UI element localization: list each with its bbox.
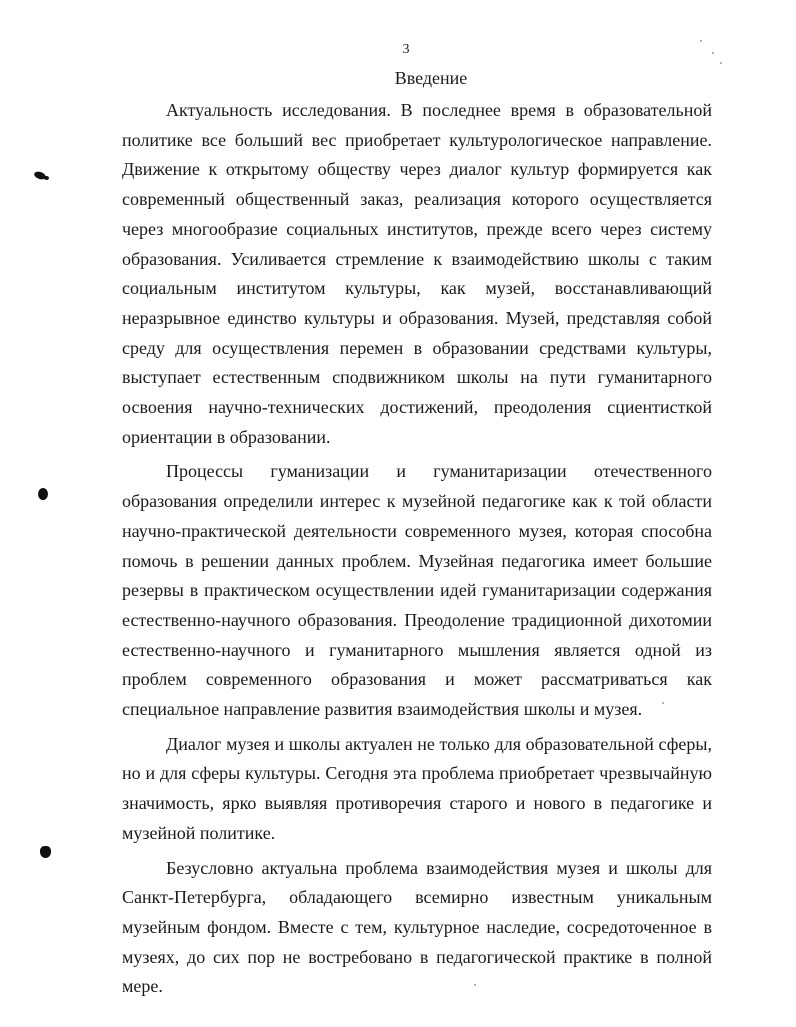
paragraph-relevance: Актуальность исследования. В последнее время в образовательной политике все больший вес приобретает культурологическое направление. Движение к открытому обществу через диалог культур формируется как современный общественный заказ, реализация которого осуществляется через многообразие социальных институтов, прежде всего через систему образования. Усиливается стремление к взаимодействию школы с таким социальным институтом культуры, как музей, восстанавливающий неразрывное единство культуры и образования. Музей, представляя собой среду для осуществления перемен в образовании средствами культуры, выступает естественным сподвижником школы на пути гуманитарного освоения научно-технических достижений, преодоления сциентисткой ориентации в образовании. [122, 100, 712, 447]
paragraph-dialogue: Диалог музея и школы актуален не только для образовательной сферы, но и для сферы культуры. Сегодня эта проблема приобретает чрезвычайную значимость, ярко выявляя противоречия старого и нового в педагогике и музейной политике. [122, 733, 712, 843]
body-text [122, 96, 712, 1002]
page-number: 3 [402, 42, 410, 57]
section-title: Введение [394, 68, 468, 88]
margin-mark [44, 176, 49, 180]
margin-mark [40, 846, 51, 858]
paragraph-saint-petersburg: Безусловно актуальна проблема взаимодействия музея и школы для Санкт-Петербурга, обладающего всемирно известным уникальным музейным фондом. Вместе с тем, культурное наследие, сосредоточенное в музеях, до сих пор не востребовано в педагогической практике в полной мере. [122, 857, 712, 997]
margin-mark [38, 488, 48, 500]
scan-speck [474, 984, 476, 986]
scan-speck [662, 702, 664, 704]
scan-speck [712, 52, 714, 54]
scan-speck [700, 40, 702, 42]
scan-speck [720, 62, 722, 64]
paragraph-humanization: Процессы гуманизации и гуманитаризации отечественного образования определили интерес к музейной педагогике как к той области научно-практической деятельности современного музея, которая способна помочь в решении данных проблем. Музейная педагогика имеет большие резервы в практическом осуществлении идей гуманитаризации содержания естественно-научного образования. Преодоление традиционной дихотомии естественно-научного и гуманитарного мышления является одной из проблем современного образования и может рассматриваться как специальное направление развития взаимодействия школы и музея. [122, 461, 712, 720]
